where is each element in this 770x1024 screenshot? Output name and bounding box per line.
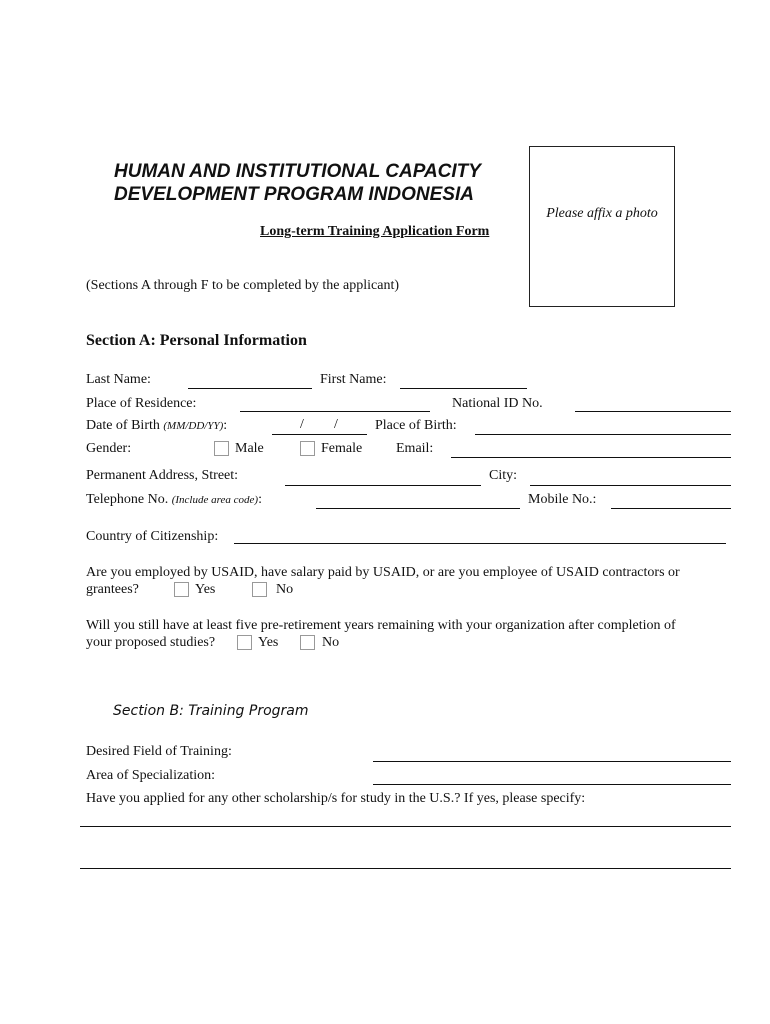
retirement-yes-checkbox[interactable] (237, 635, 252, 650)
permanent-address-label: Permanent Address, Street: (86, 468, 239, 483)
national-id-field[interactable] (575, 411, 731, 412)
first-name-label: First Name: (320, 372, 387, 387)
email-label: Email: (396, 441, 434, 456)
retirement-no-label: No (322, 635, 340, 650)
gender-label: Gender: (86, 441, 132, 456)
citizenship-label: Country of Citizenship: (86, 529, 219, 544)
specialization-label: Area of Specialization: (86, 768, 216, 783)
email-field[interactable] (451, 457, 731, 458)
instructions-text: (Sections A through F to be completed by the applicant) (86, 278, 399, 293)
specialization-input[interactable] (373, 784, 731, 785)
mobile-field[interactable] (611, 508, 731, 509)
national-id-label: National ID No. (452, 396, 543, 411)
usaid-no-checkbox[interactable] (252, 582, 267, 597)
male-label: Male (235, 441, 264, 456)
other-scholarship-line2[interactable] (80, 868, 731, 869)
citizenship-field[interactable] (234, 543, 726, 544)
city-label: City: (489, 468, 518, 483)
desired-field-label: Desired Field of Training: (86, 744, 232, 759)
usaid-no-label: No (276, 582, 294, 597)
form-title-line2: DEVELOPMENT PROGRAM INDONESIA (114, 184, 474, 205)
usaid-question-line2: grantees? (86, 582, 139, 597)
section-b-heading: Section B: Training Program (113, 703, 309, 719)
usaid-question-line1: Are you employed by USAID, have salary paid by USAID, or are you employee of USAID contractors or (86, 565, 680, 580)
female-label: Female (321, 441, 363, 456)
photo-label: Please affix a photo (546, 206, 658, 221)
date-of-birth-label: Date of Birth (MM/DD/YY): (86, 418, 228, 433)
place-of-birth-label: Place of Birth: (375, 418, 457, 433)
telephone-field[interactable] (316, 508, 520, 509)
form-title-line1: HUMAN AND INSTITUTIONAL CAPACITY (114, 161, 481, 182)
retirement-question-line1: Will you still have at least five pre-retirement years remaining with your organization after completion of (86, 618, 676, 633)
retirement-yes-label: Yes (258, 635, 279, 650)
photo-box (529, 146, 675, 307)
permanent-address-field[interactable] (285, 485, 481, 486)
retirement-question-line2: your proposed studies? (86, 635, 216, 650)
form-subtitle: Long-term Training Application Form (260, 224, 490, 239)
female-checkbox[interactable] (300, 441, 315, 456)
male-checkbox[interactable] (214, 441, 229, 456)
usaid-yes-checkbox[interactable] (174, 582, 189, 597)
place-of-residence-label: Place of Residence: (86, 396, 197, 411)
usaid-yes-label: Yes (195, 582, 216, 597)
dob-slash-2: / (334, 417, 338, 432)
last-name-label: Last Name: (86, 372, 151, 387)
city-field[interactable] (530, 485, 731, 486)
date-of-birth-field[interactable] (272, 434, 367, 435)
last-name-field[interactable] (188, 388, 312, 389)
place-of-birth-field[interactable] (475, 434, 731, 435)
place-of-residence-field[interactable] (240, 411, 430, 412)
first-name-field[interactable] (400, 388, 527, 389)
telephone-label: Telephone No. (Include area code): (86, 492, 262, 507)
desired-field-input[interactable] (373, 761, 731, 762)
other-scholarship-line1[interactable] (80, 826, 731, 827)
mobile-label: Mobile No.: (528, 492, 597, 507)
other-scholarship-label: Have you applied for any other scholarship/s for study in the U.S.? If yes, please specify: (86, 791, 586, 806)
section-a-heading: Section A: Personal Information (86, 332, 307, 349)
dob-slash-1: / (300, 417, 304, 432)
retirement-no-checkbox[interactable] (300, 635, 315, 650)
